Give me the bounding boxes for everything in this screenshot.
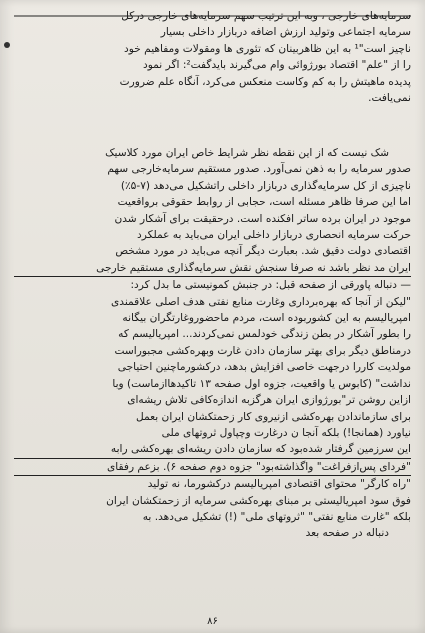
paragraph-2 — [14, 145, 411, 542]
text-line: ناچیز است"¹ به این ظاهربینان که تئوری ها ومقولات ومفاهیم خود — [124, 42, 411, 55]
paragraph-1 — [14, 8, 411, 106]
text-line: پدیده ماهیتش را به کم وکاست منعکس می‌کرد، آنگاه علم ضرورت — [119, 75, 411, 88]
text-line: سرمایه اجتماعی وتولید ارزش اضافه دربازار داخلی بسیار — [160, 26, 411, 39]
footnote-line: امپریالیسم به این کشوربوده است، مردم ماحضوروغارتگران بیگانه — [122, 312, 411, 325]
footnote-line: فوق سود امپریالیستی بر مبنای بهره‌کشی سرمایه از زحمتکشان ایران — [106, 494, 411, 507]
footnote-line: را بطور آشکار در بطن زندگی خودلمس نمی‌کردند... امپریالیسم که — [118, 328, 411, 341]
footnote-line: "راه کارگر" محتوای اقتصادی امپریالیسم درکشورما، نه تولید — [147, 478, 411, 491]
text-line: ایران مد نظر باشد نه صرفا سنجش نقش سرمایه‌گذاری مستقیم خارجی — [14, 260, 411, 277]
text-line: سرمایه‌های خارجی ، وبه این ترتیب سهم سرمایه‌های خارجی درکل — [14, 8, 411, 24]
margin-dot — [4, 42, 10, 48]
footnote-line: برای سازماندادن بهره‌کشی ازنیروی کار زحمتکشان ایران بعمل — [135, 410, 411, 423]
footnote-line: این سرزمین گرفتار شده‌بود که سازمان دادن ریشه‌ای بهره‌کشی رابه — [14, 441, 411, 458]
page-number: ۸۶ — [207, 616, 218, 627]
footnote-line: نیاورد (همانجا!) بلکه آنجا ن درغارت وچپاول ثروتهای ملی — [161, 426, 411, 439]
text-line: اما این صرفا ظاهر مسئله است، حجابی از روابط حقوقی برواقعیت — [117, 196, 411, 209]
footnote-line: "فردای پس‌ازفراغت" واگذاشته‌بود" جزوه دوم صفحه ۶). بزعم رفقای — [14, 459, 411, 476]
text-line: را از "علم" اقتصاد بورژوائی وام می‌گیرند بایدگفت²: اگر نمود — [142, 59, 411, 72]
text-line: حرکت سرمایه انحصاری دربازار داخلی ایران می‌باید به عملکرد — [137, 229, 411, 242]
footnote-line: ازاین روشن تر"بورژوازی ایران هرگزبه اندازه‌کافی تلاش ریشه‌ای — [127, 394, 411, 407]
footnote-line: نداشت" (کابوس یا واقعیت، جزوه اول صفحه ۱۳ تاکیدهاازماست) وبا — [112, 377, 411, 390]
text-line: صدور سرمایه را به ذهن نمی‌آورد. صدور مستقیم سرمایه‌خارجی سهم — [107, 163, 411, 176]
text-line: نمی‌یافت. — [368, 92, 411, 105]
footnote-line: درمناطق دیگر برای بهتر سازمان دادن غارت وبهره‌کشی مجبوراست — [114, 344, 411, 357]
text-line: اقتصادی دولت دقیق شد. بعبارت دیگر آنچه می‌باید در مورد مشخص — [115, 245, 411, 258]
footnote-line: بلکه "غارت منابع نفتی" "ثروتهای ملی" (!) تشکیل می‌دهد. به — [142, 510, 411, 523]
footnote-line: "لیکن از آنجا که بهره‌برداری وغارت منابع نفتی هدف اصلی علاقمندی — [111, 295, 411, 308]
text-line: شک نیست که از این نقطه نظر شرایط خاص ایران مورد کلاسیک — [105, 147, 389, 159]
text-line: موجود در ایران برده ساتر افکنده است. درحقیقت برای آشکار شدن — [114, 212, 411, 225]
footnote-line: مولدیت کاررا درجهت خاصی افزایش بدهد، درکشورماچنین احتیاجی — [117, 361, 411, 374]
footnote-line: — دنباله پاورقی از صفحه قبل: در جنبش کمونیستی ما بدل کرد: — [130, 279, 411, 292]
continued-note: دنباله در صفحه بعد — [305, 527, 389, 540]
text-line: ناچیزی از کل سرمایه‌گذاری دربازار داخلی راتشکیل می‌دهد (۷-۵٪) — [120, 179, 411, 192]
